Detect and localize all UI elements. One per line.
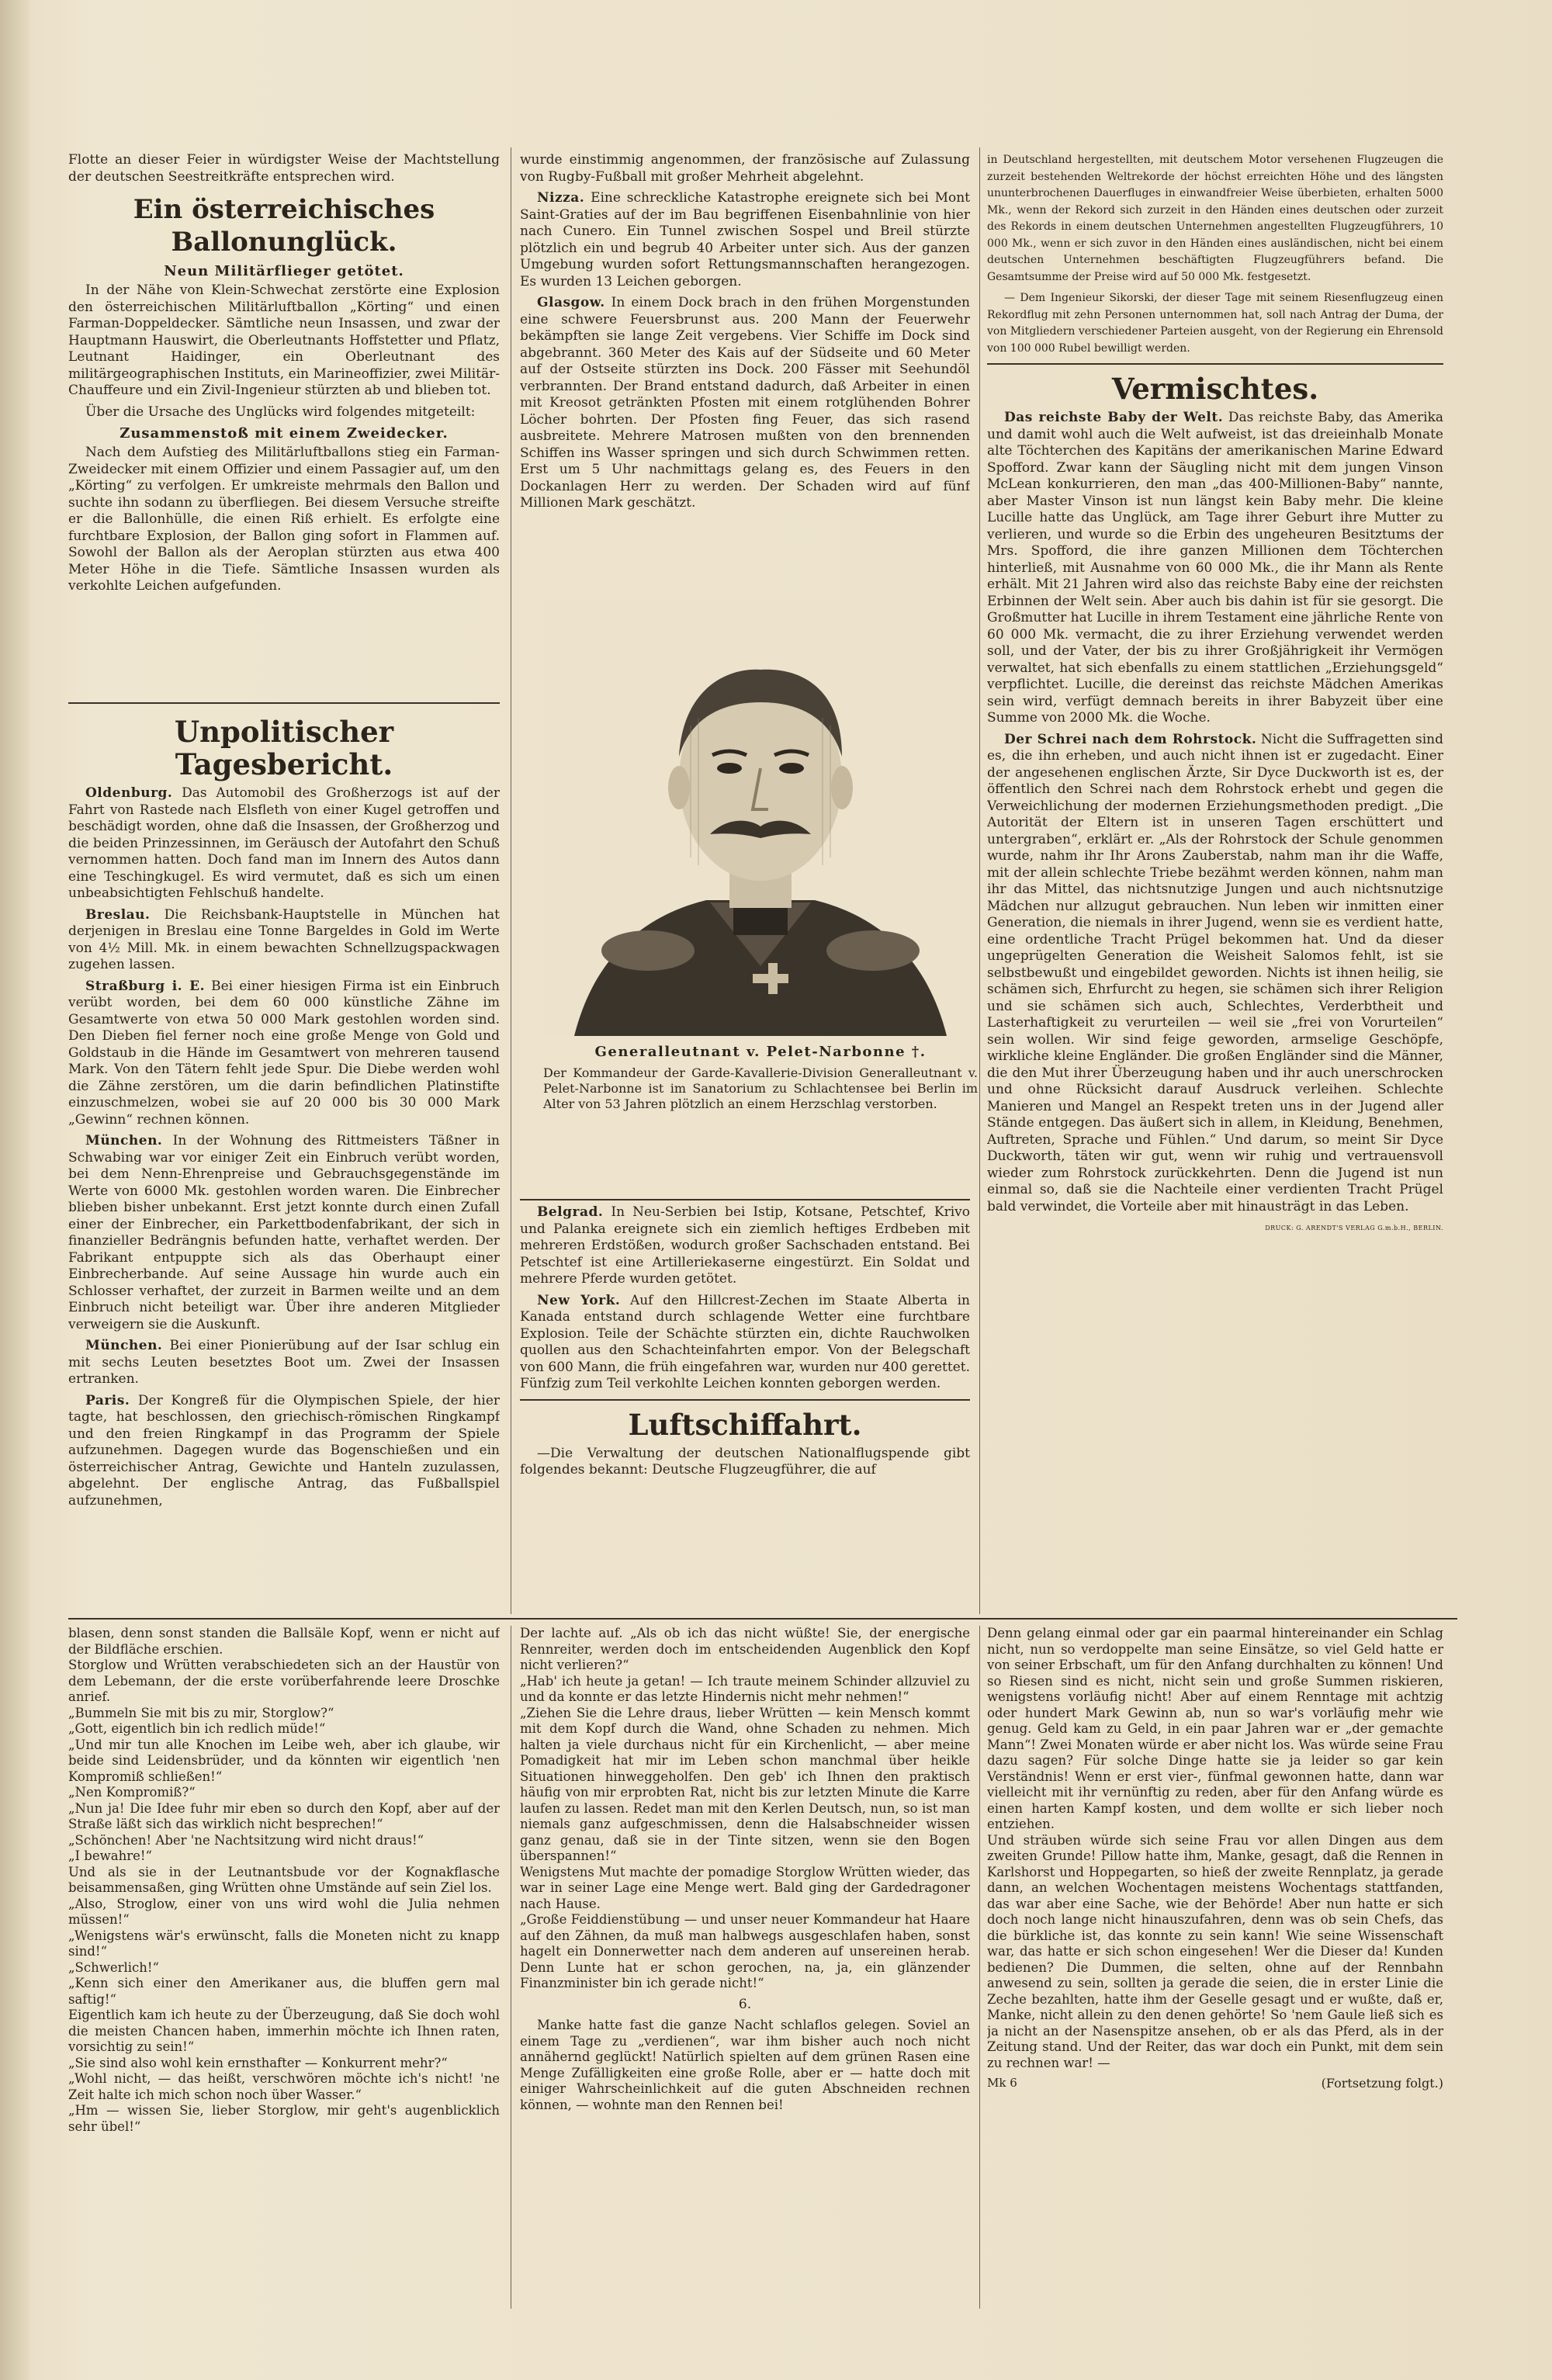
dateline: München. [85,1338,163,1353]
dateline: Straßburg i. E. [85,978,206,994]
paragraph-text: Die Reichsbank-Hauptstelle in München hat derjenigen in Breslau eine Tonne Bargeldes in Gold im Werte von 4½ Mill. Mk. in einem bewachten Schnellzugspackwagen zugehen lassen. [68,906,500,972]
column-1-lower [68,708,500,1612]
dateline: New York. [537,1292,621,1308]
paragraph-text: Bei einer hiesigen Firma ist ein Einbruch verübt worden, bei dem 60 000 künstliche Zähne im Gesamtwerte von etwa 50 000 Mark gestohlen worden sind. Den Dieben fiel ferner noch eine große Menge von Gold und Goldstaub in die Hände im Gesamtwert von mehreren tausend Mark. Von den Tätern fehlt jede Spur. Die Diebe werden wohl die Zähne zerstören, um die darin befindlichen Platinstifte einzuschmelzen, wobei sie auf 20 000 bis 30 000 Mark „Gewinn“ rechnen können. [68,978,500,1128]
feuilleton-divider [68,1618,1457,1620]
dateline: Oldenburg. [85,785,173,801]
feuilleton-text: Der lachte auf. „Als ob ich das nicht wüßte! Sie, der energische Rennreiter, werden doch im entscheidenden Augenblick den Kopf nicht verlieren?“ „Hab' ich heute ja getan! — Ich traute meinem Schinder allzuviel zu und da konnte er das letzte Hindernis nicht mehr nehmen!“ „Ziehen Sie die Lehre draus, lieber Wrütten — kein Mensch kommt mit dem Kopf durch die Wand, ohne Schaden zu nehmen. Mich halten ja viele durchaus nicht für ein Kirchenlicht, — aber meine Pomadigkeit hat mir im Leben schon manchmal über heikle Situationen hinweggeholfen. Den geb' ich Ihnen den praktisch häufig von mir erprobten Rat, nicht bis zur letzten Minute die Karre laufen zu lassen. Redet man mit den Kerlen Deutsch, nun, so ist man niemals ganz aufgeschmissen, denn die Halsabschneider wissen ganz genau, daß sie in der Tinte sitzen, wenn sie den Bogen überspannen!“ Wenigstens Mut machte der pomadige Storglow Wrütten wieder, das war in seiner Lage eine Menge wert. Bald ging der Gardedragoner nach Hause. „Große Feiddienstübung — und unser neuer Kommandeur hat Haare auf den Zähnen, da muß man halbwegs ausgeschlafen haben, sonst hagelt ein Donnerwetter nach dem anderen auf unsereinen herab. Denn Lunte hat er schon gerochen, na, ja, ein glänzender Finanzminister bin ich gerade nicht!“ [520,1626,970,1990]
section-divider [520,1199,970,1200]
paragraph: —Die Verwaltung der deutschen Nationalflugspende gibt folgendes bekannt: Deutsche Flugzeugführer, die auf [520,1445,970,1478]
paragraph-text: In der Wohnung des Rittmeisters Täßner in Schwabing war vor einiger Zeit ein Einbruch verübt worden, bei dem Nenn-Ehrenpreise und Gebrauchsgegenstände im Werte von 6000 Mk. gestohlen worden waren. Die Einbrecher blieben bisher unbekannt. Erst jetzt konnte durch einen Zufall einer der Einbrecher, ein Parkettbodenfabrikant, der sich in finanzieller Bedrängnis befunden hatte, verhaftet werden. Der Fabrikant entpuppte sich als das Oberhaupt einer Einbrecherbande. Auf seine Aussage hin wurde auch ein Schlosser verhaftet, der zurzeit in Barmen weilte und an dem Einbruch nicht beteiligt war. Über ihre anderen Mitglieder verweigern sie die Auskunft. [68,1133,500,1332]
article-title-luftschiffahrt: Luftschiffahrt. [628,1407,862,1442]
dateline: Nizza. [537,190,585,206]
divider [987,363,1443,365]
item-heading: Das reichste Baby der Welt. [1004,410,1224,425]
paragraph: wurde einstimmig angenommen, der französische auf Zulassung von Rugby-Fußball mit großer Mehrheit abgelehnt. [520,152,970,185]
feuilleton-text: Denn gelang einmal oder gar ein paarmal hintereinander ein Schlag nicht, nun so verdoppelte man seine Einsätze, so viel Geld hatte er von seiner Erbschaft, um für den Anfang durchhalten zu können! Und so Riesen sind es nicht, nicht sein und große Summen riskieren, wenigstens vorläufig nicht! Aber auf einem Renntage mit achtzig oder hundert Mark Gewinn ab, nun so war's vorläufig mehr wie genug. Geld kam zu Geld, in ein paar Jahren war er „der gemachte Mann“! Zwei Monaten würde er aber nicht los. Was würde seine Frau dazu sagen? Für solche Dinge hatte sie ja leider so gar kein Verständnis! Wenn er erst vier-, fünfmal gewonnen hatte, dann war vielleicht mit ihr vernünftig zu reden, aber für den Anfang würde es einen harten Kampf kosten, und dem wollte er sich lieber noch entziehen. Und sträuben würde sich seine Frau vor allen Dingen aus dem zweiten Grunde! Pillow hatte ihm, Manke, gesagt, daß die Rennen in Karlshorst und Hoppegarten, so hieß der zweite Rennplatz, ja gerade dann, an welchen Wochentagen meistens Wochentags stattfanden, das war aber eine Sache, wie der Behörde! Aber nun hatte er sich doch noch lange nicht hinauszufahren, denn was ob sein Chefs, das die bürkliche ist, das konnte zu sein kann! Wie seine Wissenschaft war, das hatte er sich schon eingesehen! Wer die Dieser da! Kunden bedienen? Die Dummen, die selten, ohne auf der Rennbahn anwesend zu sein, sollten ja gerade die seien, die in erster Linie die Zeche bezahlten, hatte ihm der Geselle gesagt und er wußte, daß er, Manke, nicht allein zu den denen gehörte! So 'nem Gaule ließ sich es ja nicht an der Nasenspitze ansehen, ob er als das Pferd, als in der Zeitung stand. Und der Reiter, das war doch ein Punkt, mit dem sein zu rechnen war! — [987,1626,1443,2070]
dateline: Glasgow. [537,295,605,310]
column-rule [979,1626,980,2309]
intro-paragraph: Flotte an dieser Feier in würdigster Weise der Machtstellung der deutschen Seestreitkräfte entsprechen wird. [68,152,500,185]
paragraph-text: Auf den Hillcrest-Zechen im Staate Alberta in Kanada entstand durch schlagende Wetter eine furchtbare Explosion. Teile der Schächte stürzten ein, dichte Rauchwolken quollen aus den Schachteinfahrten empor. Von der Belegschaft von 600 Mann, die früh eingefahren war, wurden nur 400 gerettet. Fünfzig zum Teil verkohlte Leichen konnten geborgen werden. [520,1292,970,1391]
item-heading: Der Schrei nach dem Rohrstock. [1004,731,1257,747]
divider [520,1399,970,1401]
column-2-upper [520,152,970,598]
feuilleton-column-1 [68,1626,500,2309]
article-subtitle: Neun Militärflieger getötet. [164,263,404,279]
section-subheading: Zusammenstoß mit einem Zweidecker. [120,425,449,442]
portrait-block [543,601,978,1129]
article-title-tagesbericht: Unpolitischer Tagesbericht. [174,715,394,781]
chapter-number: 6. [738,1996,752,2012]
paragraph: Nach dem Aufstieg des Militärluftballons stieg ein Farman-Zweidecker mit einem Offizier und einem Passagier auf, um den „Körting“ zu verfolgen. Er umkreiste mehrmals den Ballon und suchte ihn sodann zu überfliegen. Bei diesem Versuche streifte er die Ballonhülle, die einen Riß erhielt. Es erfolgte eine furchtbare Explosion, der Ballon ging sofort in Flammen auf. Sowohl der Ballon als der Aeroplan stürzten aus etwa 400 Meter Höhe in die Tiefe. Sämtliche Insassen wurden als verkohlte Leichen aufgefunden. [68,445,500,594]
paragraph: In der Nähe von Klein-Schwechat zerstörte eine Explosion den österreichischen Militärluftballon „Körting“ und einen Farman-Doppeldecker. Sämtliche neun Insassen, und zwar der Hauptmann Hauswirt, die Oberleutnants Hoffstetter und Pflatz, Leutnant Haidinger, ein Oberleutnant des militärgeographischen Instituts, ein Marineoffizier, zwei Militär-Chauffeure und ein Zivil-Ingenieur stürzten ab und blieben tot. [68,282,500,398]
paragraph-text: Das reichste Baby, das Amerika und damit wohl auch die Welt aufweist, ist das dreieinhalb Monate alte Töchterchen des Kapitäns der amerikanischen Marine Edward Spofford. Zwar kann der Säugling nicht mit dem jungen Vinson McLean konkurrieren, den man „das 400-Millionen-Baby“ nannte, aber Master Vinson ist nun längst kein Baby mehr. Die kleine Lucille hatte das Unglück, am Tage ihrer Geburt ihre Mutter zu verlieren, und wurde so die Erbin des ungeheuren Besitztums der Mrs. Spofford, die ihre ganzen Millionen dem Töchterchen hinterließ, mit Ausnahme von 60 000 Mk., die ihr Mann als Rente erhält. Mit 21 Jahren wird also das reichste Baby eine der reichsten Erbinnen der Welt sein. Aber auch bis dahin ist für sie gesorgt. Die Großmutter hat Lucille in ihrem Testament eine jährliche Rente von 60 000 Mk. vermacht, die zu ihrer Erziehung verwendet werden soll, und der Vater, der bis zu ihrer Großjährigkeit ihr Vermögen verwaltet, hat sich ebenfalls zu einem stattlichen „Erziehungsgeld“ verpflichtet. Lucille, die dereinst das reichste Mädchen Amerikas sein wird, verfügt demnach bereits in ihrer Babyzeit über eine Summe von 2000 Mk. die Woche. [987,410,1443,726]
dateline: Paris. [85,1392,130,1408]
column-3 [987,152,1443,1615]
column-1-upper [68,152,500,699]
paragraph-text: Nicht die Suffragetten sind es, die ihn erheben, und auch nicht ihnen ist er zugedacht. Einer der angesehenen englischen Ärzte, Sir Dyce Duckworth ist es, der öffentlich den Schrei nach dem Rohrstock erhebt und gegen die Verweichlichung der modernen Erziehungsmethoden predigt. „Die Autorität der Eltern ist in unseren Tagen erschüttert und untergraben“, erklärt er. „Als der Rohrstock der Schule genommen wurde, nahm ihr Ihr Arons Zauberstab, nahm man ihr die Waffe, mit der allein schlechte Triebe bezähmt werden können, nahm man ihr das Mittel, das nichtsnutzige Jungen und auch nichtsnutzige Mädchen nur allzugut gebrauchen. Nun leben wir inmitten einer Generation, die niemals in ihrer Jugend, wenn sie es verdient hatte, eine ordentliche Tracht Prügel bekommen hat. Und da dieser ungeprügelten Generation die Weisheit Salomos fehlt, ist sie selbstbewußt und eingebildet geworden. Nichts ist ihnen heilig, sie schämen sich, Ehrfurcht zu hegen, sie schämen sich ihrer Religion und sie schämen sich auch, Schlechtes, Verderbtheit und Lasterhaftigkeit zu verurteilen — weil sie „frei von Vorurteilen“ sein wollen. Wir sind feige geworden, armselige Geschöpfe, wirkliche kleine Engländer. Die großen Engländer sind die Männer, die den Mut ihrer Überzeugung haben und ihr auch unerschrocken und ohne Rücksicht darauf Ausdruck verleihen. Schlechte Manieren und Mangel an Respekt treten uns in der Jugend aller Stände entgegen. Das äußert sich in allem, in Kleidung, Benehmen, Auftreten, Sprache und Fühlen.“ Und darum, so meint Sir Dyce Duckworth, täten wir gut, wenn wir ruhig und vertrauensvoll wieder zum Rohrstock zurückkehrten. Denn die Jugend ist nun einmal so, daß sie die Nachteile einer verdienten Tracht Prügel bald verwindet, die Vorteile aber mit hinausträgt in das Leben. [987,731,1443,1214]
portrait-caption: Der Kommandeur der Garde-Kavallerie-Division Generalleutnant v. Pelet-Narbonne ist im Sanatorium zu Schlachtensee bei Berlin im Alter von 53 Jahren plötzlich an einem Herzschlag verstorben. [543,1065,978,1111]
dateline: Belgrad. [537,1204,604,1220]
signature-mark: Mk 6 [987,2076,1017,2090]
paragraph: in Deutschland hergestellten, mit deutschem Motor versehenen Flugzeugen die zurzeit bestehenden Weltrekorde der höchst erreichten Höhe und des längsten ununterbrochenen Dauerfluges in einwandfreier Weise überbieten, erhalten 5000 Mk., wenn der Rekord sich zurzeit in den Händen eines deutschen oder zurzeit des Rekords in einem deutschen Unternehmen angestellten Flugzeugführers, 10 000 Mk., wenn er sich zuvor in den Händen eines ausländischen, nicht bei einem deutschen Unternehmen beschäftigten Flugzeugführers befand. Die Gesamtsumme der Preise wird auf 50 000 Mk. festgesetzt. [987,154,1443,283]
portrait-caption-title: Generalleutnant v. Pelet-Narbonne †. [594,1044,927,1060]
paragraph-text: Das Automobil des Großherzogs ist auf der Fahrt von Rastede nach Elsfleth von einer Kugel getroffen und beschädigt worden, ohne daß die Insassen, der Großherzog und die beiden Prinzessinnen, im Geräusch der Autofahrt den Schuß vernommen hatten. Doch fand man im Innern des Autos dann eine Teschingkugel. Es wird vermutet, daß es sich um einen unbeabsichtigten Fehlschuß handelte. [68,785,500,901]
article-title-ballonunglueck: Ein österreichisches Ballonunglück. [133,194,435,258]
paragraph-text: Eine schreckliche Katastrophe ereignete sich bei Mont Saint-Graties auf der im Bau begriffenen Eisenbahnlinie von hier nach Cunero. Ein Tunnel zwischen Sospel und Breil stürzte plötzlich ein und begrub 40 Arbeiter unter sich. Aus der ganzen Umgebung wurden sofort Rettungsmannschaften herangezogen. Es wurden 13 Leichen geborgen. [520,190,970,289]
portrait-engraving [543,601,978,1036]
paragraph: Über die Ursache des Unglücks wird folgendes mitgeteilt: [85,404,476,420]
paragraph-text: Bei einer Pionierübung auf der Isar schlug ein mit sechs Leuten besetztes Boot um. Zwei der Insassen ertranken. [68,1338,500,1387]
dateline: Breslau. [85,906,151,923]
column-2-lower [520,1204,970,1612]
paragraph-text: In einem Dock brach in den frühen Morgenstunden eine schwere Feuersbrunst aus. 200 Mann der Feuerwehr bekämpften sie lange Zeit vergebens. Vier Schiffe im Dock sind abgebrannt. 360 Meter des Kais auf der Südseite und 60 Meter auf der Ostseite stürzten ins Dock. 200 Fässer mit Seehundöl verbrannten. Der Brand entstand dadurch, daß Arbeiter in einen mit Kreosot getränkten Pfosten mit einem rotglühenden Bohrer Löcher bohrten. Der Pfosten fing Feuer, das sich rasend ausbreitete. Mehrere Matrosen mußten von den brennenden Schiffen ins Wasser springen und sich durch Schwimmen retten. Erst um 5 Uhr nachmittags gelang es, des Feuers in den Dockanlagen Herr zu werden. Der Schaden wird auf fünf Millionen Mark geschätzt. [520,295,970,511]
paragraph-text: In Neu-Serbien bei Istip, Kotsane, Petschtef, Krivo und Palanka ereignete sich ein ziemlich heftiges Erdbeben mit mehreren Erdstößen, wodurch großer Sachschaden entstand. Bei Petschtef ist eine Artilleriekaserne eingestürzt. Ein Soldat und mehrere Pferde wurden getötet. [520,1204,970,1287]
printer-imprint: DRUCK: G. ARENDT'S VERLAG G.m.b.H., BERLIN. [1265,1225,1443,1232]
feuilleton-column-2 [520,1626,970,2309]
page-fold-shadow [0,0,29,2380]
section-divider [68,702,500,704]
dateline: München. [85,1133,163,1148]
feuilleton-column-3 [987,1626,1443,2309]
continuation-note: (Fortsetzung folgt.) [1321,2076,1443,2091]
paragraph: — Dem Ingenieur Sikorski, der dieser Tage mit seinem Riesenflugzeug einen Rekordflug mit zehn Personen unternommen hat, soll nach Antrag der Duma, der von Mitgliedern verschiedener Parteien ausgeht, von der Regierung ein Ehrensold von 100 000 Rubel bewilligt werden. [987,292,1443,355]
article-title-vermischtes: Vermischtes. [1111,372,1319,406]
paragraph-text: Der Kongreß für die Olympischen Spiele, der hier tagte, hat beschlossen, den griechisch-römischen Ringkampf und den freien Ringkampf in das Programm der Spiele aufzunehmen. Dagegen wurde das Bogenschießen und ein österreichischer Antrag, Gewichte und Hanteln zuzulassen, abgelehnt. Der englische Antrag, das Fußballspiel aufzunehmen, [68,1392,500,1509]
column-rule [979,147,980,1614]
feuilleton-text: blasen, denn sonst standen die Ballsäle Kopf, wenn er nicht auf der Bildfläche erschien. Storglow und Wrütten verabschiedeten sich an der Haustür von dem Lebemann, der die erste vorüberfahrende leere Droschke anrief. „Bummeln Sie mit bis zu mir, Storglow?“ „Gott, eigentlich bin ich redlich müde!“ „Und mir tun alle Knochen im Leibe weh, aber ich glaube, wir beide sind Leidensbrüder, und da könnten wir eigentlich 'nen Kompromiß schließen!“ „Nen Kompromiß?“ „Nun ja! Die Idee fuhr mir eben so durch den Kopf, aber auf der Straße läßt sich das wirklich nicht besprechen!“ „Schönchen! Aber 'ne Nachtsitzung wird nicht draus!“ „I bewahre!“ Und als sie in der Leutnantsbude vor der Kognakflasche beisammensaßen, ging Wrütten ohne Umstände auf sein Ziel los. „Also, Stroglow, einer von uns wird wohl die Julia nehmen müssen!“ „Wenigstens wär's erwünscht, falls die Moneten nicht zu knapp sind!“ „Schwerlich!“ „Kenn sich einer den Amerikaner aus, die bluffen gern mal saftig!“ Eigentlich kam ich heute zu der Überzeugung, daß Sie doch wohl die meisten Chancen haben, immerhin möchte ich Ihnen raten, vorsichtig zu sein!“ „Sie sind also wohl kein ernsthafter — Konkurrent mehr?“ „Wohl nicht, — das heißt, verschwören möchte ich's nicht! 'ne Zeit halte ich mich schon noch über Wasser.“ „Hm — wissen Sie, lieber Storglow, mir geht's augenblicklich sehr übel!“ [68,1626,500,2134]
feuilleton-text: Manke hatte fast die ganze Nacht schlaflos gelegen. Soviel an einem Tage zu „verdienen“, war ihm bisher auch noch nicht annähernd geglückt! Natürlich spielten auf dem grünen Rasen eine Menge Zufälligkeiten eine große Rolle, aber er — hatte doch mit einiger Wahrscheinlichkeit auf die guten Abschneiden rechnen können, — wohnte man den Rennen bei! [520,2018,970,2112]
